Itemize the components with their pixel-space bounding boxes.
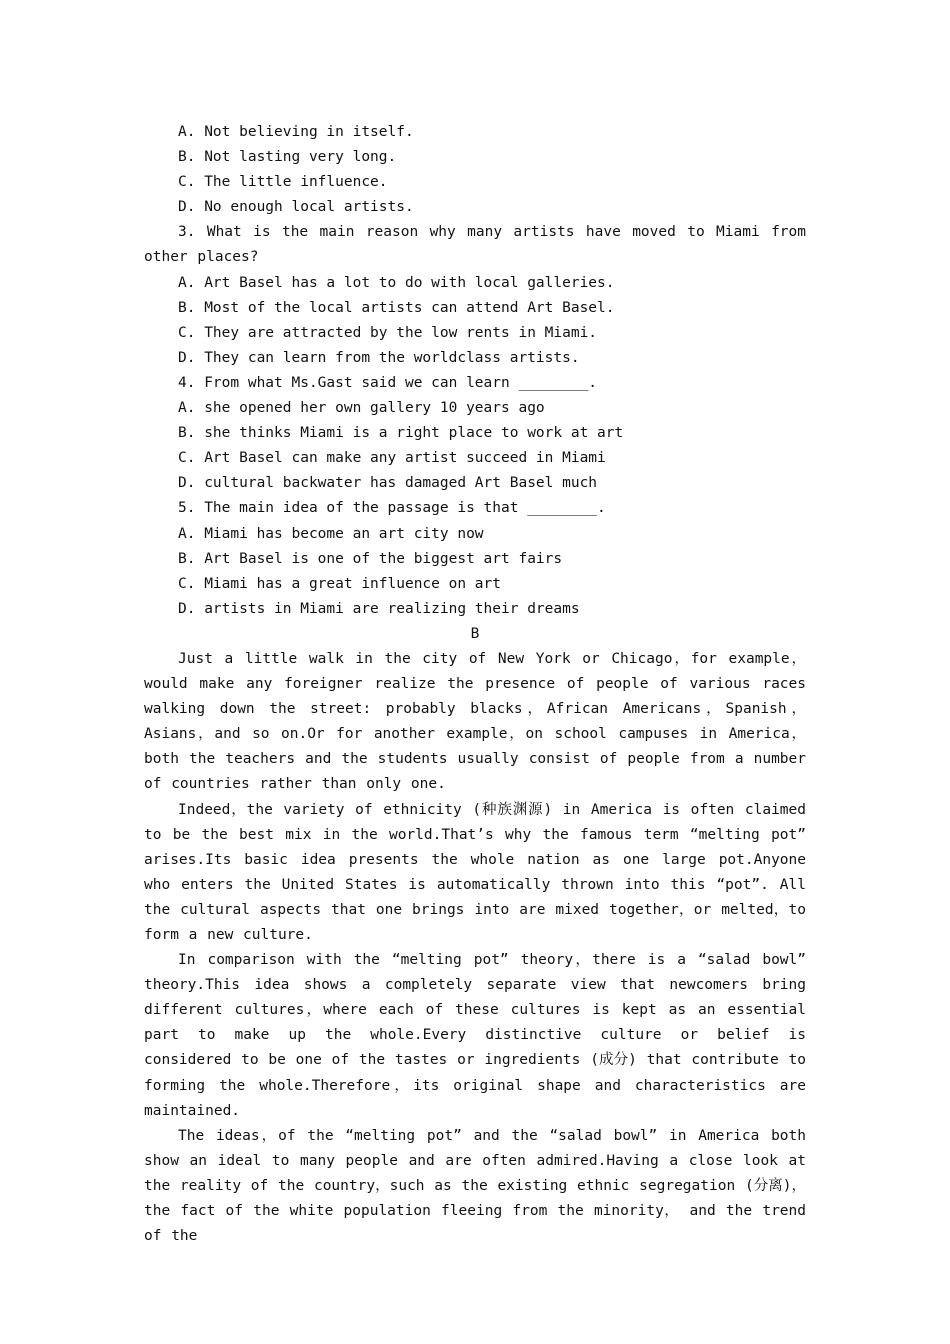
q3-option-a: A. Art Basel has a lot to do with local galleries.: [178, 274, 615, 291]
q2-option-c: C. The little influence.: [178, 174, 388, 191]
section-b-paragraph-3: In comparison with the “melting pot” theory，there is a “salad bowl” theory.This idea shows a completely separate view that newcomers bring different cultures，where each of these cultures is kept as an essential part to make up the whole.Every distinctive culture or belief is considered to be one of the tastes or ingredients (成分) that contribute to forming the whole.Therefore，its original shape and characteristics are maintained.: [144, 952, 806, 1119]
q5-option-d: D. artists in Miami are realizing their dreams: [178, 600, 580, 617]
q4-stem: 4. From what Ms.Gast said we can learn ________.: [178, 374, 598, 391]
q2-option-d: D. No enough local artists.: [178, 199, 414, 216]
q4-option-a: A. she opened her own gallery 10 years ago: [178, 400, 545, 417]
q2-option-b: B. Not lasting very long.: [178, 149, 397, 166]
q5-option-b: B. Art Basel is one of the biggest art fairs: [178, 550, 563, 567]
q5-option-c: C. Miami has a great influence on art: [178, 575, 502, 592]
q4-option-c: C. Art Basel can make any artist succeed in Miami: [178, 450, 606, 467]
section-b-paragraph-1: Just a little walk in the city of New York or Chicago，for example，would make any foreigner realize the presence of people of various races walking down the street: probably blacks，African Americans，Spanish，Asians，and so on.Or for another example，on school campuses in America，both the teachers and the students usually consist of people from a number of countries rather than only one.: [144, 650, 806, 793]
q3-option-c: C. They are attracted by the low rents in Miami.: [178, 324, 598, 341]
q3-option-b: B. Most of the local artists can attend Art Basel.: [178, 299, 615, 316]
section-b-paragraph-4: The ideas，of the “melting pot” and the “salad bowl” in America both show an ideal to many people and are often admired.Having a close look at the reality of the country，such as the existing ethnic segregation (分离)，the fact of the white population fleeing from the minority， and the trend of the: [144, 1127, 806, 1245]
q2-option-a: A. Not believing in itself.: [178, 124, 414, 140]
section-b-title: B: [470, 625, 480, 642]
q3-option-d: D. They can learn from the worldclass artists.: [178, 349, 580, 366]
q3-stem: 3. What is the main reason why many artists have moved to Miami from other places?: [144, 224, 806, 266]
q4-option-b: B. she thinks Miami is a right place to work at art: [178, 425, 624, 442]
q5-stem: 5. The main idea of the passage is that ________.: [178, 500, 606, 517]
q5-option-a: A. Miami has become an art city now: [178, 525, 484, 542]
section-b-paragraph-2: Indeed，the variety of ethnicity (种族渊源) in America is often claimed to be the best mix in the world.That’s why the famous term “melting pot” arises.Its basic idea presents the whole nation as one large pot.Anyone who enters the United States is automatically thrown into this “pot”. All the cultural aspects that one brings into are mixed together，or melted，to form a new culture.: [144, 801, 806, 943]
q4-option-d: D. cultural backwater has damaged Art Basel much: [178, 475, 598, 492]
document-body: [144, 120, 806, 1249]
